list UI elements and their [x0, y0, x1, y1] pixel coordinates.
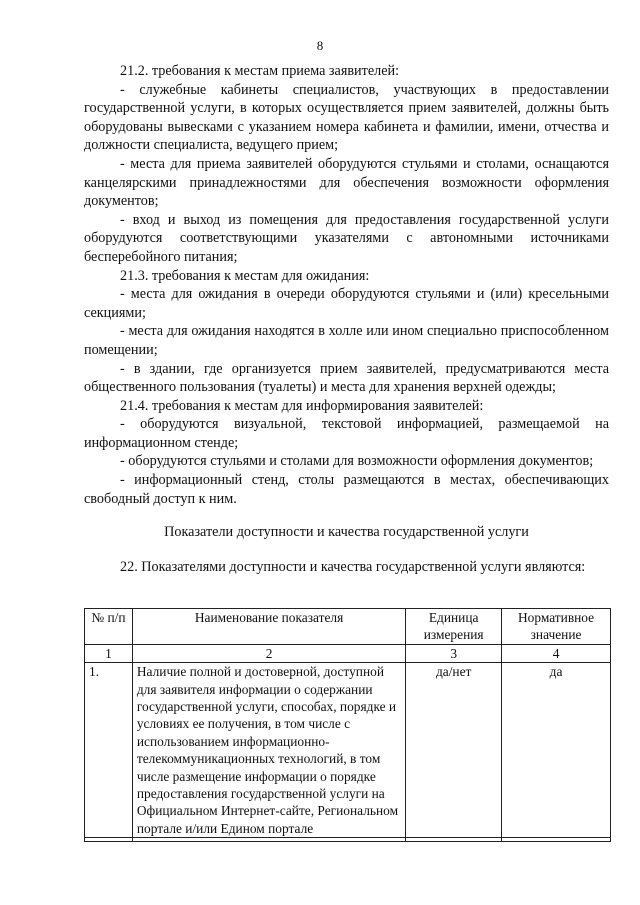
requirements-text	[84, 62, 609, 508]
paragraph: - оборудуются стульями и столами для возможности оформления документов;	[120, 453, 594, 470]
table-row	[85, 663, 611, 838]
row-name: Наличие полной и достоверной, доступной для заявителя информации о содержании государственной услуги, способах, порядке и условиях ее получения, в том числе с использованием информационно-телекоммуникационных технологий, в том числе размещение информации о порядке предоставления государственной услуги на Официальном Интернет-сайте, Региональном портале и/или Едином портале	[132, 663, 405, 838]
paragraph: - информационный стенд, столы размещаются в местах, обеспечивающих свободный доступ к ним.	[84, 472, 609, 507]
row-unit: да/нет	[406, 663, 502, 838]
empty-cell	[85, 838, 133, 842]
header-cell-name: Наименование показателя	[132, 609, 405, 645]
paragraph: - места для ожидания в очереди оборудуются стульями и (или) кресельными секциями;	[84, 286, 609, 321]
row-number: 1.	[85, 663, 133, 838]
table-header-row	[85, 609, 611, 645]
intro-paragraph	[84, 558, 609, 577]
page-number: 8	[316, 38, 324, 53]
paragraph-21-4: 21.4. требования к местам для информирования заявителей:	[120, 397, 484, 414]
row-value: да	[502, 663, 611, 838]
paragraph: - вход и выход из помещения для предоставления государственной услуги оборудуются соответствующими указателями с автономными источниками бесперебойного питания;	[84, 211, 609, 265]
empty-cell	[502, 838, 611, 842]
table-row	[85, 838, 611, 842]
header-cell-number: № п/п	[85, 609, 133, 645]
indicators-table	[84, 608, 611, 842]
header-cell-value: Нормативное значение	[502, 609, 611, 645]
empty-cell	[132, 838, 405, 842]
column-number: 2	[132, 644, 405, 662]
paragraph-21-3: 21.3. требования к местам для ожидания:	[120, 267, 370, 284]
empty-cell	[406, 838, 502, 842]
column-number: 4	[502, 644, 611, 662]
paragraph: - оборудуются визуальной, текстовой информацией, размещаемой на информационном стенде;	[84, 416, 609, 451]
paragraph-22: 22. Показателями доступности и качества государственной услуги являются:	[120, 559, 586, 575]
table-column-numbers-row	[85, 644, 611, 662]
paragraph: - в здании, где организуется прием заявителей, предусматриваются места общественного пользования (туалеты) и места для хранения верхней одежды;	[84, 360, 609, 396]
section-heading: Показатели доступности и качества государственной услуги	[164, 524, 529, 540]
paragraph: - служебные кабинеты специалистов, участвующих в предоставлении государственной услуги, в которых осуществляется прием заявителей, должны быть оборудованы вывесками с указанием номера кабинета и фамилии, имени, отчества и должности специалиста, ведущего прием;	[84, 81, 609, 154]
paragraph-21-2: 21.2. требования к местам приема заявителей:	[120, 63, 400, 79]
header-cell-unit: Единица измерения	[406, 609, 502, 645]
column-number: 1	[85, 644, 133, 662]
column-number: 3	[406, 644, 502, 662]
paragraph: - места для ожидания находятся в холле или ином специально приспособленном помещении;	[84, 323, 609, 358]
paragraph: - места для приема заявителей оборудуются стульями и столами, оснащаются канцелярскими принадлежностями для обеспечения возможности оформления документов;	[84, 155, 609, 210]
